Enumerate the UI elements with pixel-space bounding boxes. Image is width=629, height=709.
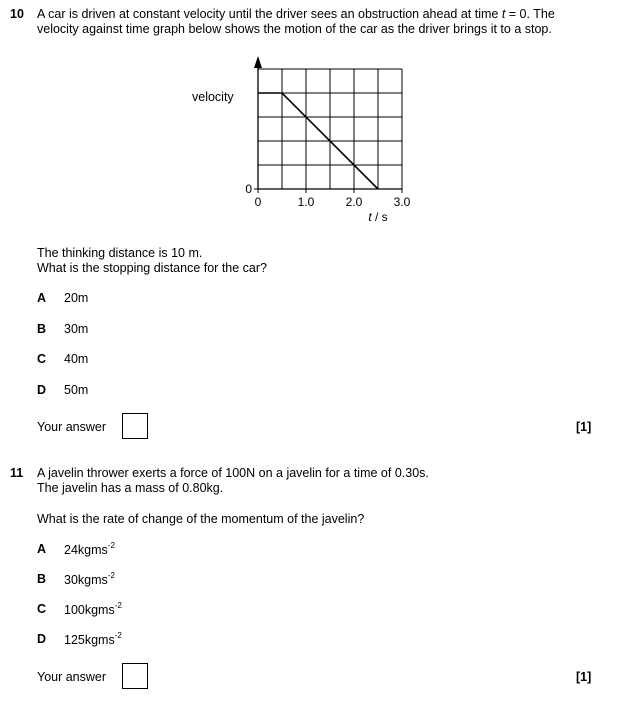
q11-option-d-unit: kgms	[84, 633, 115, 648]
q10-marks: [1]	[576, 420, 592, 434]
q11-option-a-value: 24	[64, 543, 78, 558]
q11-option-b-unit: kgms	[77, 573, 108, 588]
x-tick-label: 3.0	[393, 195, 411, 209]
x-tick-label: 1.0	[297, 195, 315, 209]
q10-option-d-text: 50m	[64, 383, 89, 397]
q11-option-a-text	[64, 542, 115, 557]
q10-option-b-text: 30m	[64, 322, 89, 336]
x-axis-label-unit: / s	[371, 210, 388, 224]
q11-option-a-exp: -2	[107, 541, 115, 550]
q11-option-c-unit: kgms	[84, 603, 115, 618]
x-axis-label-symbol: t	[368, 210, 372, 224]
x-tick-label: 0	[254, 195, 262, 209]
question-11-stem-line-1: A javelin thrower exerts a force of 100N on a javelin for a time of 0.30s.	[37, 466, 429, 480]
q10-answer-box[interactable]	[122, 413, 148, 439]
q11-option-d-letter: D	[37, 632, 47, 646]
y-axis-arrow-icon	[254, 56, 262, 68]
q11-option-b-exp: -2	[107, 571, 115, 580]
q11-option-c-letter: C	[37, 602, 47, 616]
q11-option-b-letter: B	[37, 572, 47, 586]
q11-option-c-value: 100	[64, 603, 85, 618]
x-tick-label: 2.0	[345, 195, 363, 209]
graph-y-axis-label: velocity	[192, 90, 234, 104]
q10-option-c-letter: C	[37, 352, 47, 366]
q10-your-answer-label: Your answer	[37, 420, 107, 434]
q11-option-d-value: 125	[64, 633, 85, 648]
question-10-info-line-1: The thinking distance is 10 m.	[37, 246, 203, 260]
velocity-time-graph	[230, 52, 430, 230]
q11-option-d-exp: -2	[114, 631, 122, 640]
graph-ticks	[245, 182, 410, 224]
q10-option-d-letter: D	[37, 383, 47, 397]
question-10-stem-line-1	[37, 7, 555, 21]
question-10-stem-text: A car is driven at constant velocity until the driver sees an obstruction ahead at time t = 0. The	[37, 7, 555, 21]
time-symbol: t	[501, 7, 506, 21]
q10-option-a-text: 20m	[64, 291, 89, 305]
q11-marks: [1]	[576, 670, 592, 684]
q11-option-c-text	[64, 602, 122, 617]
q11-option-a-letter: A	[37, 542, 47, 556]
graph-grid	[258, 69, 402, 189]
x-axis-label	[368, 210, 387, 224]
q11-option-a-unit: kgms	[77, 543, 108, 558]
q11-option-d-text	[64, 632, 122, 647]
y-tick-label: 0	[245, 182, 252, 196]
question-10-stem-line-2: velocity against time graph below shows the motion of the car as the driver brings it to a stop.	[37, 22, 552, 36]
question-10-info-line-2: What is the stopping distance for the car?	[37, 261, 267, 275]
q11-answer-box[interactable]	[122, 663, 148, 689]
q11-option-b-value: 30	[64, 573, 78, 588]
q10-option-c-text: 40m	[64, 352, 89, 366]
q11-your-answer-label: Your answer	[37, 670, 107, 684]
q10-option-a-letter: A	[37, 291, 47, 305]
q10-option-b-letter: B	[37, 322, 47, 336]
question-10-number: 10	[10, 7, 24, 21]
q11-option-c-exp: -2	[114, 601, 122, 610]
question-11-question: What is the rate of change of the momentum of the javelin?	[37, 512, 365, 526]
question-11-stem-line-2: The javelin has a mass of 0.80kg.	[37, 481, 224, 495]
graph-axes	[254, 56, 402, 189]
question-11-number: 11	[10, 466, 24, 480]
q11-option-b-text	[64, 572, 115, 587]
